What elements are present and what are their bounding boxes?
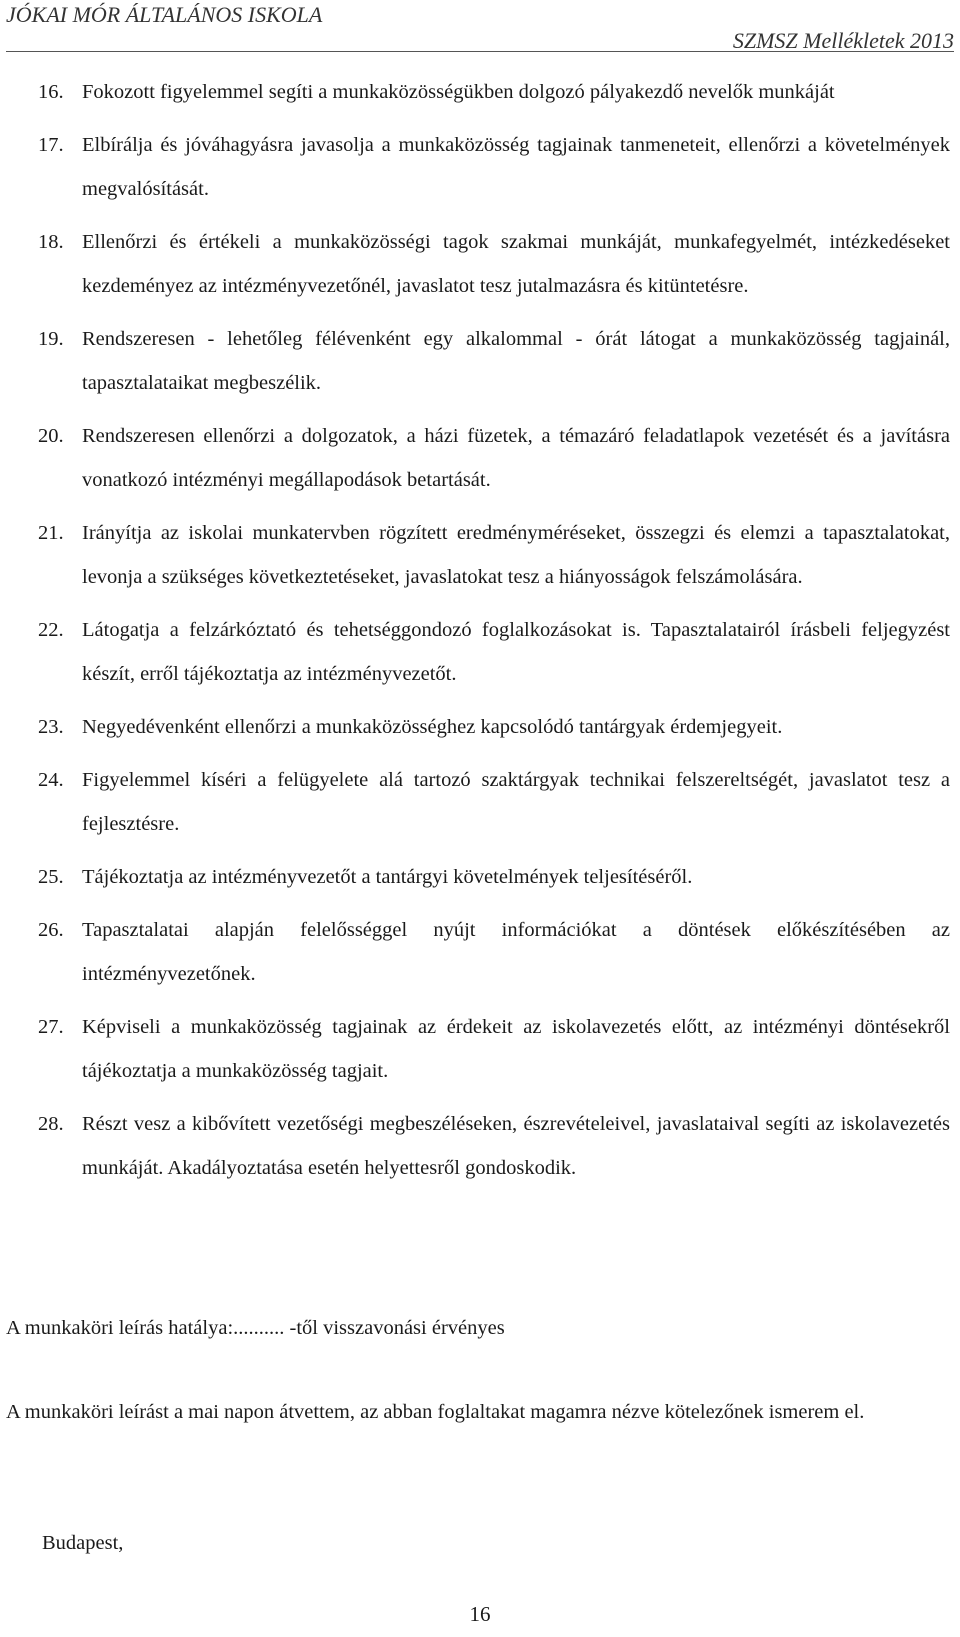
place-line: Budapest, bbox=[42, 1532, 124, 1554]
item-number: 26. bbox=[38, 919, 64, 941]
item-number: 18. bbox=[38, 231, 64, 253]
item-number: 19. bbox=[38, 328, 64, 350]
list-item bbox=[38, 70, 950, 114]
validity-statement: A munkaköri leírás hatálya:.......... -től visszavonási érvényes bbox=[6, 1317, 505, 1339]
document-name: SZMSZ Mellékletek 2013 bbox=[732, 28, 954, 53]
item-number: 22. bbox=[38, 619, 64, 641]
item-text: Ellenőrzi és értékeli a munkaközösségi tagok szakmai munkáját, munkafegyelmét, intézkedéseket kezdeményez az intézményvezetőnél, javaslatot tesz jutalmazásra és kitüntetésre. bbox=[82, 231, 950, 297]
list-item bbox=[38, 220, 950, 308]
item-text: Fokozott figyelemmel segíti a munkaközösségükben dolgozó pályakezdő nevelők munkáját bbox=[82, 81, 835, 103]
duty-list bbox=[38, 70, 950, 1199]
item-number: 27. bbox=[38, 1016, 64, 1038]
item-number: 23. bbox=[38, 716, 64, 738]
list-item bbox=[38, 511, 950, 599]
item-text: Elbírálja és jóváhagyásra javasolja a munkaközösség tagjainak tanmeneteit, ellenőrzi a követelmények megvalósítását. bbox=[82, 134, 950, 200]
page-number: 16 bbox=[469, 1602, 491, 1626]
item-number: 17. bbox=[38, 134, 64, 156]
list-item bbox=[38, 908, 950, 996]
item-text: Negyedévenként ellenőrzi a munkaközösséghez kapcsolódó tantárgyak érdemjegyeit. bbox=[82, 716, 783, 738]
item-text: Tájékoztatja az intézményvezetőt a tantárgyi követelmények teljesítéséről. bbox=[82, 866, 693, 888]
list-item bbox=[38, 705, 950, 749]
item-text: Részt vesz a kibővített vezetőségi megbeszéléseken, észrevételeivel, javaslataival segíti az iskolavezetés munkáját. Akadályoztatása esetén helyettesről gondoskodik. bbox=[82, 1113, 950, 1179]
list-item bbox=[38, 123, 950, 211]
item-number: 16. bbox=[38, 81, 64, 103]
item-text: Látogatja a felzárkóztató és tehetséggondozó foglalkozásokat is. Tapasztalatairól írásbeli feljegyzést készít, erről tájékoztatja az intézményvezetőt. bbox=[82, 619, 950, 685]
item-text: Rendszeresen - lehetőleg félévenként egy alkalommal - órát látogat a munkaközösség tagjainál, tapasztalataikat megbeszélik. bbox=[82, 328, 950, 394]
list-item bbox=[38, 758, 950, 846]
item-text: Figyelemmel kíséri a felügyelete alá tartozó szaktárgyak technikai felszereltségét, javaslatot tesz a fejlesztésre. bbox=[82, 769, 950, 835]
item-number: 24. bbox=[38, 769, 64, 791]
list-item bbox=[38, 414, 950, 502]
page-header bbox=[0, 0, 960, 53]
item-text: Irányítja az iskolai munkatervben rögzített eredményméréseket, összegzi és elemzi a tapasztalatokat, levonja a szükséges következtetéseket, javaslatokat tesz a hiányosságok felszámolására. bbox=[82, 522, 950, 588]
item-text: Tapasztalatai alapján felelősséggel nyújt információkat a döntések előkészítésében az intézményvezetőnek. bbox=[82, 919, 950, 985]
item-text: Rendszeresen ellenőrzi a dolgozatok, a házi füzetek, a témazáró feladatlapok vezetését és a javításra vonatkozó intézményi megállapodások betartását. bbox=[82, 425, 950, 491]
item-number: 25. bbox=[38, 866, 64, 888]
list-item bbox=[38, 1005, 950, 1093]
school-name: JÓKAI MÓR ÁLTALÁNOS ISKOLA bbox=[6, 2, 323, 27]
list-item bbox=[38, 855, 950, 899]
list-item bbox=[38, 1102, 950, 1190]
item-number: 28. bbox=[38, 1113, 64, 1135]
item-number: 21. bbox=[38, 522, 64, 544]
item-text: Képviseli a munkaközösség tagjainak az érdekeit az iskolavezetés előtt, az intézményi döntésekről tájékoztatja a munkaközösség tagjait. bbox=[82, 1016, 950, 1082]
item-number: 20. bbox=[38, 425, 64, 447]
header-divider bbox=[6, 51, 954, 52]
acknowledgement-statement: A munkaköri leírást a mai napon átvettem, az abban foglaltakat magamra nézve kötelezőnek ismerem el. bbox=[6, 1401, 865, 1423]
list-item bbox=[38, 608, 950, 696]
list-item bbox=[38, 317, 950, 405]
